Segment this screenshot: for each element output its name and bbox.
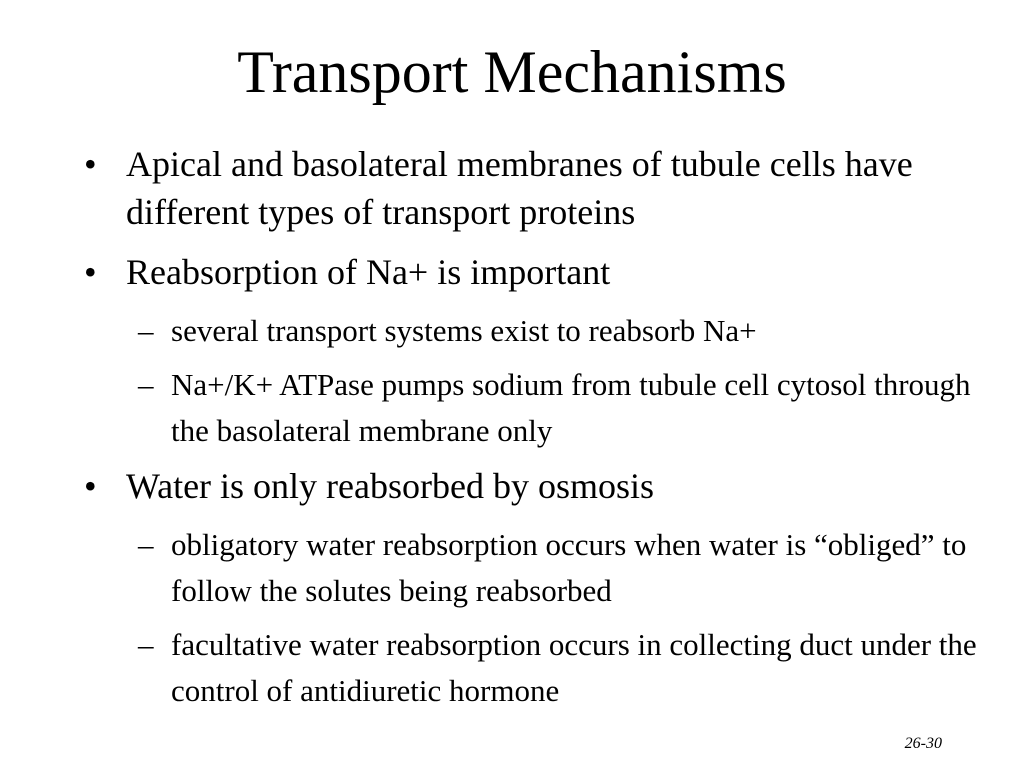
bullet-text: Reabsorption of Na+ is important (126, 252, 611, 292)
sub-bullet-text: facultative water reabsorption occurs in collecting duct under the control of antidiuretic hormone (171, 627, 977, 708)
slide-number: 26-30 (904, 735, 942, 752)
bullet-marker: • (84, 466, 97, 506)
sub-bullet-text: several transport systems exist to reabsorb Na+ (171, 313, 757, 348)
bullet-marker: • (84, 144, 97, 184)
sub-bullet-marker: – (138, 627, 154, 662)
sub-bullet-marker: – (138, 367, 154, 402)
sub-bullet-text: Na+/K+ ATPase pumps sodium from tubule cell cytosol through the basolateral membrane only (171, 367, 971, 448)
bullet-marker: • (84, 252, 97, 292)
bullet-item (84, 140, 1004, 236)
bullet-text: Apical and basolateral membranes of tubule cells have different types of transport proteins (126, 144, 913, 232)
bullet-item (84, 248, 1004, 296)
sub-bullet-item (84, 622, 1004, 714)
bullet-list (84, 140, 1004, 722)
sub-bullet-item (84, 308, 1004, 354)
sub-bullet-marker: – (138, 313, 154, 348)
sub-bullet-text: obligatory water reabsorption occurs when water is “obliged” to follow the solutes being reabsorbed (171, 527, 967, 608)
bullet-text: Water is only reabsorbed by osmosis (126, 466, 655, 506)
slide-title: Transport Mechanisms (237, 39, 787, 105)
bullet-item (84, 462, 1004, 510)
sub-bullet-item (84, 522, 1004, 614)
sub-bullet-marker: – (138, 527, 154, 562)
sub-bullet-item (84, 362, 1004, 454)
